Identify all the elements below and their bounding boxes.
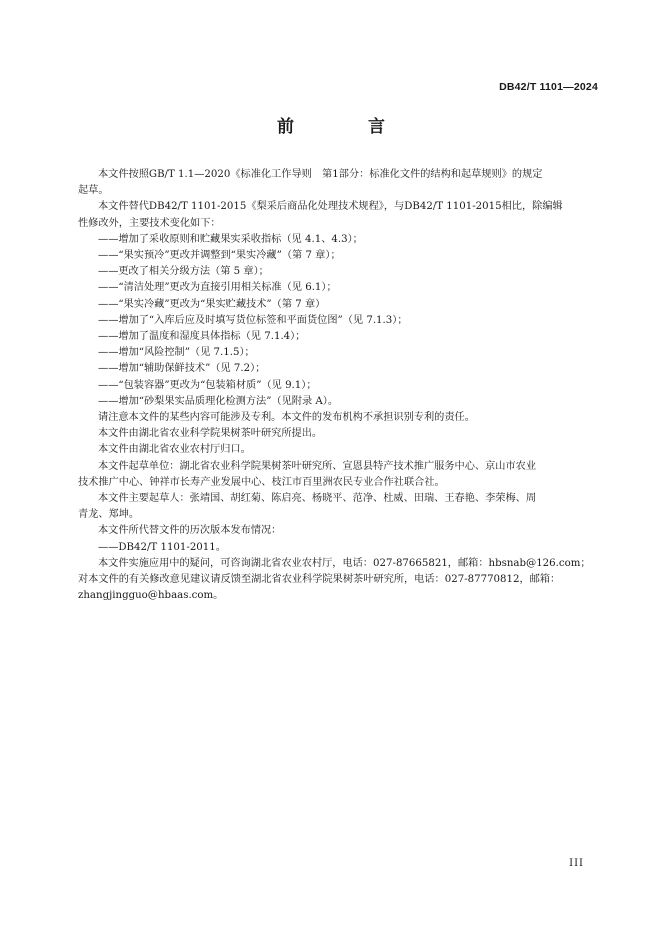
page-title: 前 言 xyxy=(277,117,419,137)
change-item: ——增加“砂梨果实品质理化检测方法”（见附录 A）。 xyxy=(98,395,339,407)
change-item: ——增加“风险控制”（见 7.1.5）； xyxy=(98,347,255,359)
page-number: III xyxy=(569,858,584,869)
paragraph-proposer: 本文件由湖北省农业科学院果树茶叶研究所提出。 xyxy=(98,428,323,440)
paragraph-patent-notice: 请注意本文件的某些内容可能涉及专利。本文件的发布机构不承担识别专利的责任。 xyxy=(98,412,475,424)
change-item: ——增加了采收原则和贮藏果实采收指标（见 4.1、4.3）； xyxy=(98,233,363,245)
paragraph-contact-email: zhangjingguo@hbaas.com。 xyxy=(78,590,224,602)
change-item: ——增加了温度和湿度具体指标（见 7.1.4）； xyxy=(98,331,306,343)
change-item: ——增加了“入库后应及时填写货位标签和平面货位图”（见 7.1.3）； xyxy=(98,314,408,326)
paragraph-drafters: 本文件主要起草人：张靖国、胡红菊、陈启亮、杨晓平、范净、杜威、田瑞、王春艳、李荣梅、周 xyxy=(98,493,537,505)
change-item: ——“包装容器”更改为“包装箱材质”（见 9.1）； xyxy=(98,379,317,391)
paragraph-drafting-units-cont: 技术推广中心、钟祥市长寿产业发展中心、枝江市百里洲农民专业合作社联合社。 xyxy=(78,476,445,488)
paragraph-history: 本文件所代替文件的历次版本发布情况： xyxy=(98,525,282,537)
paragraph-drafters-cont: 青龙、郑坤。 xyxy=(78,509,140,521)
change-item: ——“果实预冷”更改并调整到“果实冷藏”（第 7 章）； xyxy=(98,250,341,262)
paragraph-replacement-cont: 性修改外，主要技术变化如下： xyxy=(78,217,221,229)
change-list xyxy=(78,232,598,410)
preface-body xyxy=(78,167,598,604)
paragraph-drafting-units: 本文件起草单位：湖北省农业科学院果树茶叶研究所、宣恩县特产技术推广服务中心、京山市农业 xyxy=(98,460,537,472)
paragraph-contact-cont: 对本文件的有关修改意见建议请反馈至湖北省农业科学院果树茶叶研究所，电话：027-87770812，邮箱： xyxy=(78,574,561,586)
change-item: ——更改了相关分级方法（第 5 章）； xyxy=(98,266,269,278)
document-code: DB42/T 1101—2024 xyxy=(499,81,598,93)
change-item: ——“果实冷藏”更改为“果实贮藏技术”（第 7 章） xyxy=(98,298,326,310)
change-item: ——增加“辅助保鲜技术”（见 7.2）； xyxy=(98,363,266,375)
paragraph-replacement: 本文件替代DB42/T 1101-2015《梨采后商品化处理技术规程》，与DB42/T 1101-2015相比，除编辑 xyxy=(98,201,563,213)
change-item: ——“清洁处理”更改为直接引用相关标准（见 6.1）； xyxy=(98,282,337,294)
history-item: ——DB42/T 1101-2011。 xyxy=(98,541,226,553)
paragraph-centralized-by: 本文件由湖北省农业农村厅归口。 xyxy=(98,444,251,456)
paragraph-drafting-rules-cont: 起草。 xyxy=(78,185,109,197)
paragraph-drafting-rules: 本文件按照GB/T 1.1—2020《标准化工作导则 第1部分：标准化文件的结构和起草规则》的规定 xyxy=(98,169,543,180)
paragraph-contact: 本文件实施应用中的疑问，可咨询湖北省农业农村厅，电话：027-87665821，邮箱：hbsnab@126.com； xyxy=(98,557,591,569)
